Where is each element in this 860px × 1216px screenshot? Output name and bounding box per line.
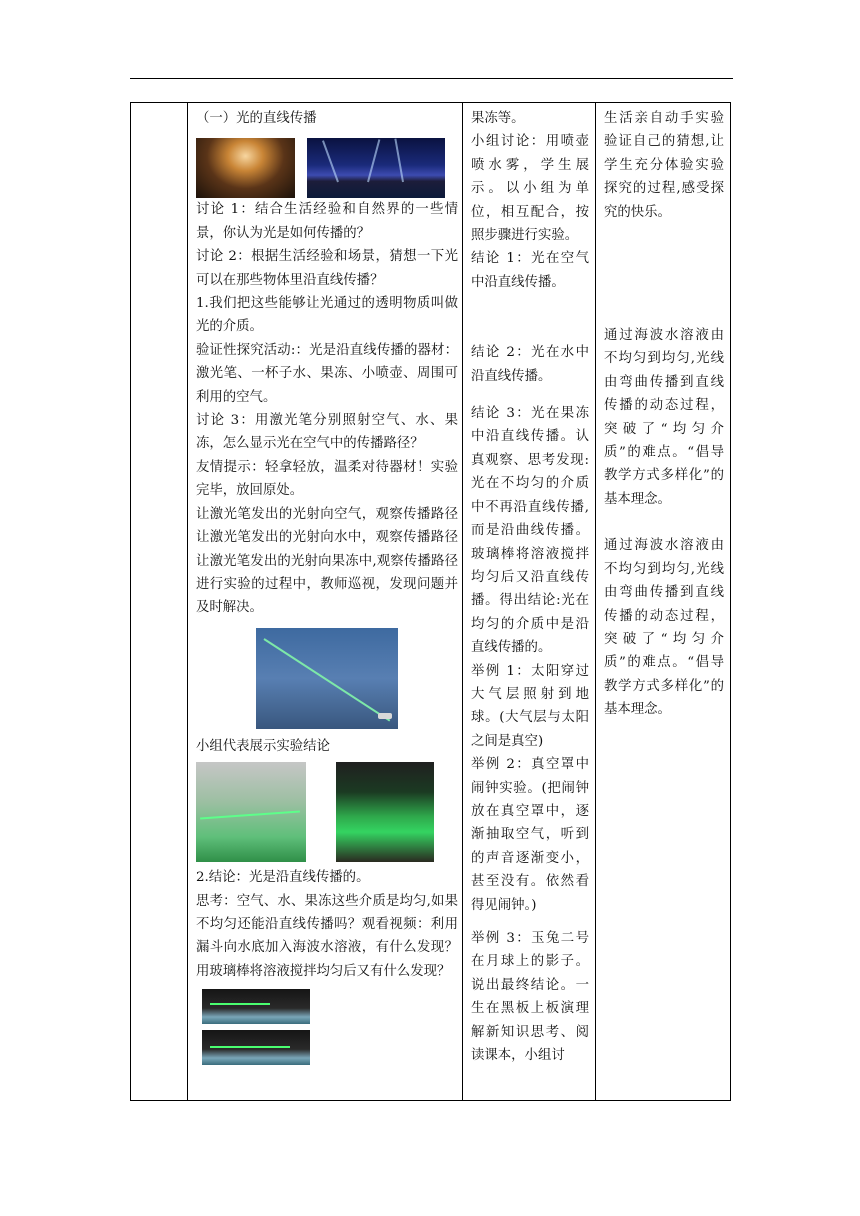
intent-3: 通过海波水溶液由不均匀到均匀,光线由弯曲传播到直线传播的动态过程，突破了“均匀介质”的难点。“倡导教学方式多样化”的基本理念。 [604,538,724,718]
group-presentation: 小组代表展示实验结论 [196,738,330,754]
lesson-plan-table [130,102,731,1101]
example-3: 举例 3：玉兔二号在月球上的影子。说出最终结论。一生在黑板上板演理解新知识思考、阅读课本，小组讨 [471,931,589,1064]
conclusion-2: 结论 2：光在水中沿直线传播。 [471,345,589,384]
experiment-steps: 让激光笔发出的光射向空气，观察传播路径 让激光笔发出的光射向水中，观察传播路径 让激光笔发出的光射向果冻中,观察传播路径进行实验的过程中，教师巡视，发现问题并及时解决。 [196,506,472,616]
friendly-tip: 友情提示：轻拿轻放，温柔对待器材！实验完毕，放回原处。 [196,459,458,499]
stage-cell [131,103,188,1101]
activity-materials: 验证性探究活动:：光是沿直线传播的器材：激光笔、一杯子水、果冻、小喷壶、周围可利用的空气。 [196,342,458,405]
laser-beam-image [256,628,398,729]
header-rule [130,78,733,79]
forest-light-rays-image [196,138,295,198]
section-heading: （一）光的直线传播 [196,111,317,126]
discussion-3: 讨论 3：用激光笔分别照射空气、水、果冻，怎么显示光在空气中的传播路径？ [196,413,458,452]
intent-2: 通过海波水溶液由不均匀到均匀,光线由弯曲传播到直线传播的动态过程，突破了“均匀介质”的难点。“倡导教学方式多样化”的基本理念。 [604,328,724,507]
city-laser-show-image [307,138,445,198]
student-activity-cell [463,103,596,1101]
discussion-1: 讨论 1：结合生活经验和自然界的一些情景，你认为光是如何传播的？ [196,202,458,241]
conclusion-3: 结论 3：光在果冻中沿直线传播。认真观察、思考发现:光在不均匀的介质中不再沿直线传播,而是沿曲线传播。玻璃棒将溶液搅拌均匀后又沿直线传播。得出结论:光在均匀的介质中是沿直线传播的。 [471,406,589,656]
example-1: 举例 1：太阳穿过大气层照射到地球。(大气层与太阳之间是真空) [471,663,589,749]
conclusion: 2.结论：光是沿直线传播的。 [196,870,370,886]
laser-in-jelly-image [336,762,434,862]
group-discussion: 小组讨论：用喷壶喷水雾，学生展示。以小组为单位，相互配合，按照步骤进行实验。 [471,134,589,244]
table-row [131,103,731,1101]
conclusion-1: 结论 1：光在空气中沿直线传播。 [471,251,589,290]
solution-trough-image-2 [202,1030,310,1065]
medium-definition: 1.我们把这些能够让光通过的透明物质叫做光的介质。 [196,296,458,335]
student-text-1: 果冻等。 [471,111,525,126]
reflection-question: 思考：空气、水、果冻这些介质是均匀,如果不均匀还能沿直线传播吗？观看视频：利用漏斗向水底加入海波水溶液，有什么发现？用玻璃棒将溶液搅拌均匀后又有什么发现？ [196,893,458,979]
teacher-activity-cell [188,103,472,1101]
example-2: 举例 2：真空罩中闹钟实验。(把闹钟放在真空罩中，逐渐抽取空气，听到的声音逐渐变小，甚至没有。依然看得见闹钟。) [471,757,589,913]
intro-image-row [196,132,458,198]
experiment-image-row [196,762,458,864]
design-intent-cell [596,103,731,1101]
intent-1: 生活亲自动手实验验证自己的猜想,让学生充分体验实验探究的过程,感受探究的快乐。 [604,111,724,220]
solution-trough-image-1 [202,989,310,1024]
laser-in-water-image [196,762,306,862]
discussion-2: 讨论 2：根据生活经验和场景，猜想一下光可以在那些物体里沿直线传播？ [196,249,458,288]
